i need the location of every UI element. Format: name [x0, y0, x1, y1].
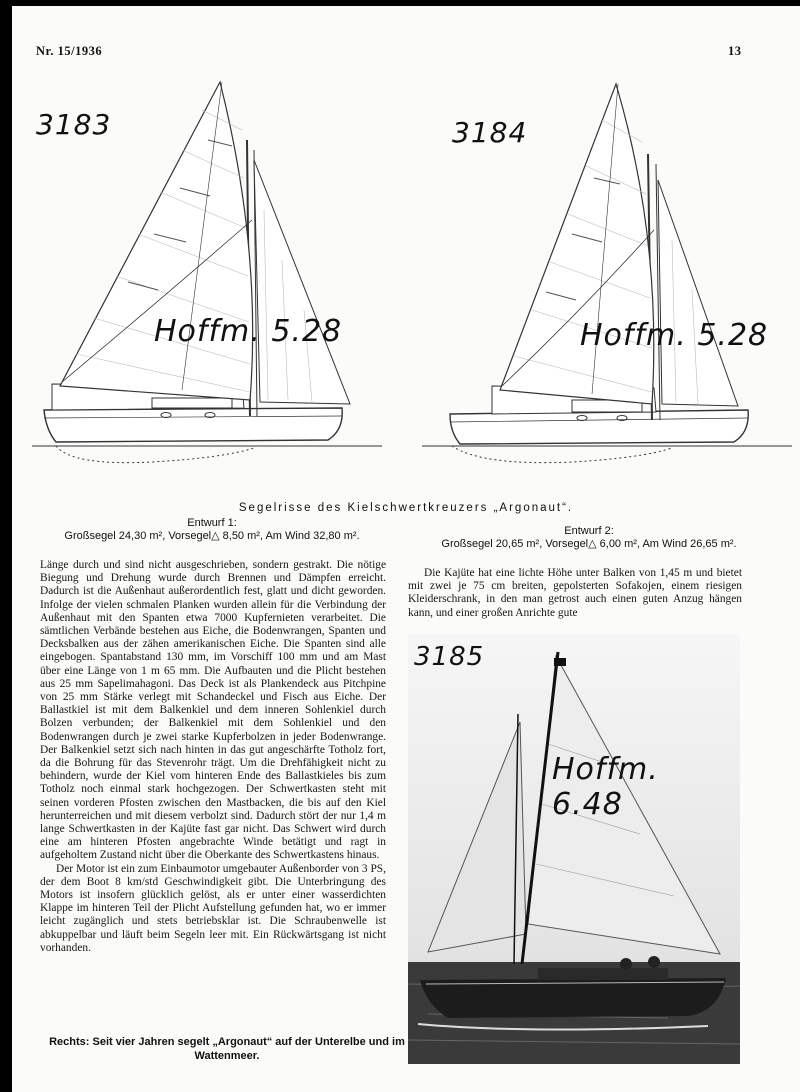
page-number: 13 — [728, 44, 742, 58]
handwritten-note-2: Hoffm. 5.28 — [580, 318, 769, 353]
body-paragraph: Länge durch und sind nicht ausgeschrieben, sondern gestrakt. Die nötige Biegung und Drehung wurde durch Brennen und Dämpfen erreicht. Dadurch ist die Außenhaut außerordentlich fest, glatt und dicht geworden. Infolge der vielen schmalen Planken wurden allein für die Verbindung der Außenhaut mit den Spanten etwa 7000 Kupfernieten verarbeitet. Die sämtlichen Verbände bestehen aus Eiche, die Bodenwrangen, Spanten und Decksbalken aus der zähen amerikanischen Eiche. Die Spanten sind alle eingebogen. Spantabstand 130 mm, im Vorschiff 100 mm und am Mast über eine Länge von 1 m 65 mm. Die Aufbauten und die Plicht bestehen aus 25 mm Sapelimahagoni. Das Deck ist als Plankendeck aus Pitchpine von 25 mm Stärke verlegt mit Schandeckel und Fisch aus Eiche. Der Ballastkiel ist mit dem Balkenkiel und dem inneren Sohlenkiel durch Bolzen verbunden; der Balkenkiel mit dem Sohlenkiel und den Bodenwrangen durch je zwei starke Kupferbolzen in jeder Bodenwrange. Der Balkenkiel setzt sich nach hinten in das gut angeschärfte Totholz fort, da die Bohrung für das Stevenrohr trägt. Um die Drehfähigkeit nicht zu behindern, wurde der Kiel vom hinteren Ende des Ballastkieles bis zum Totholz noch einmal stark hochgezogen. Der Schwertkasten steht mit seinen vorderen Pfosten zwischen den Mastbacken, die bis auf den Kiel herunterreichen und mit diesem verbolzt sind. Dadurch stört der nur 1,4 m lange Schwertkasten in der Kajüte fast gar nicht. Das Schwert wird durch eine am hinteren Pfosten angebrachte Winde betätigt und ragt in aufgeholtem Zustand nicht über die Oberkante des Schwertkastens hinaus. — [40, 559, 386, 862]
figure-caption: Segelrisse des Kielschwertkreuzers „Argonaut“. — [238, 502, 574, 514]
design-2-label: Entwurf 2: — [564, 525, 614, 537]
sailing-photo — [408, 634, 740, 1064]
magazine-page — [12, 6, 800, 1092]
body-paragraph: Die Kajüte hat eine lichte Höhe unter Balken von 1,45 m und bietet mit zwei je 75 cm breiten, gepolsterten Sofakojen, einem riesigen Kleiderschrank, in den man getrost auch einen guten Anzug hängen kann, und einer großen Anrichte gute — [408, 567, 742, 619]
photo-caption-text: Seit vier Jahren segelt „Argonaut“ auf der Unterelbe und im Wattenmeer. — [92, 1036, 405, 1062]
design-1-caption — [42, 517, 382, 543]
design-2-specs: Großsegel 20,65 m², Vorsegel△ 6,00 m², Am Wind 26,65 m². — [441, 538, 737, 550]
issue-number: Nr. 15/1936 — [36, 44, 103, 58]
photo-caption-lead: Rechts: — [49, 1036, 90, 1048]
body-paragraph: Der Motor ist ein zum Einbaumotor umgebauter Außenborder von 3 PS, der dem Boot 8 km/std Geschwindigkeit gibt. Die Unterbringung des Motors ist insofern glücklich gelöst, als er unter einer wasserdichten Klappe im hinteren Teil der Plicht Aufstellung gefunden hat, wo er immer leicht zugänglich und stets betriebsklar ist. Die Schraubenwelle ist abkuppelbar und läuft beim Segeln leer mit. Ein Rückwärtsgang ist nicht vorhanden. — [40, 862, 386, 954]
photo-caption — [42, 1036, 412, 1063]
handwritten-id-3184: 3184 — [452, 116, 528, 149]
right-text-column — [408, 567, 742, 620]
handwritten-id-3185: 3185 — [414, 642, 485, 672]
design-1-label: Entwurf 1: — [187, 517, 237, 529]
handwritten-id-3183: 3183 — [36, 108, 112, 141]
design-1-specs: Großsegel 24,30 m², Vorsegel△ 8,50 m², Am Wind 32,80 m². — [64, 530, 360, 542]
handwritten-note-3: Hoffm. 6.48 — [552, 752, 659, 822]
sailboat-photo-illustration — [408, 634, 740, 1064]
left-text-column — [40, 559, 386, 955]
handwritten-note-1: Hoffm. 5.28 — [154, 314, 343, 349]
design-2-caption — [396, 525, 782, 551]
